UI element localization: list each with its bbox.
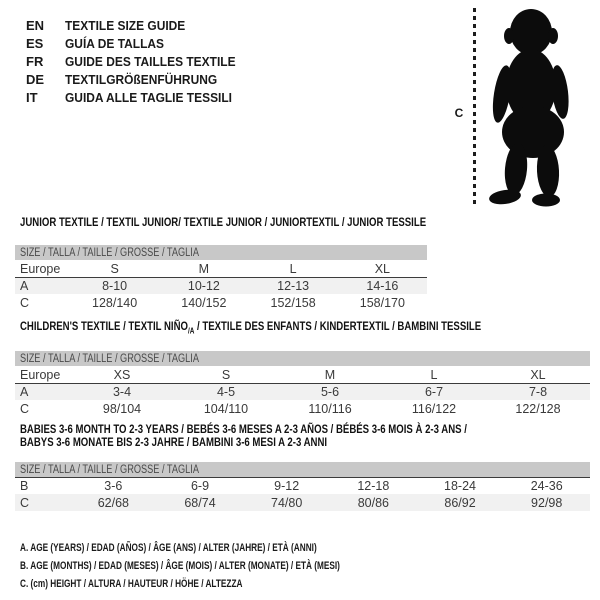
height-cell: 140/152 (181, 295, 227, 310)
language-code: DE (26, 71, 45, 87)
size-cell: M (324, 367, 336, 382)
age-cell: 5-6 (320, 385, 340, 400)
size-cell: L (430, 367, 438, 382)
table-row-europe (15, 260, 427, 277)
language-row-es (26, 34, 250, 52)
height-cell: 152/158 (270, 295, 316, 310)
table-row-age-months (15, 477, 590, 494)
height-cell: 62/68 (97, 495, 129, 510)
age-cell: 8-10 (102, 279, 128, 293)
height-measure-dashed-line (473, 8, 476, 206)
language-title: GUIDE DES TAILLES TEXTILE (65, 53, 236, 69)
height-cell: 74/80 (271, 495, 303, 510)
footnote-height-cm: C. (cm) HEIGHT / ALTURA / HAUTEUR / HÖHE / ALTEZZA (20, 578, 243, 590)
row-label: A (20, 385, 29, 400)
age-cell: 6-7 (424, 385, 444, 400)
age-cell: 3-4 (112, 385, 132, 400)
language-title: GUIDA ALLE TAGLIE TESSILI (65, 89, 233, 105)
title-subscript: /A (187, 326, 195, 336)
size-header-bar (15, 245, 427, 260)
height-cell: 116/122 (411, 401, 457, 416)
row-label: Europe (20, 367, 61, 382)
height-cell: 68/74 (184, 495, 216, 510)
age-cell: 4-5 (216, 385, 236, 400)
height-cell: 128/140 (92, 295, 138, 310)
height-cell: 80/86 (357, 495, 389, 510)
row-label: C (20, 401, 30, 416)
age-cell: 7-8 (528, 385, 548, 400)
babies-size-table (15, 462, 590, 511)
table-row-height (15, 294, 427, 311)
footnote-age-months: B. AGE (MONTHS) / EDAD (MESES) / ÂGE (MOIS) / ALTER (MONATE) / ETÀ (MESI) (20, 560, 340, 572)
row-label: C (20, 495, 30, 510)
height-measure-label: C (454, 106, 464, 120)
height-cell: 86/92 (444, 495, 476, 510)
height-cell: 104/110 (203, 401, 249, 416)
height-cell: 122/128 (515, 401, 561, 416)
size-cell: S (110, 261, 119, 276)
table-title-line1: BABIES 3-6 MONTH TO 2-3 YEARS / BEBÉS 3-6 MESES A 2-3 AÑOS / BÉBÉS 3-6 MOIS À 2-3 ANS / (20, 422, 467, 436)
size-cell: M (198, 261, 210, 276)
size-header-label: SIZE / TALLA / TAILLE / GRÖSSE / TAGLIA (20, 463, 199, 476)
section-junior-textile (15, 216, 528, 311)
table-title-line2: BABYS 3-6 MONATE BIS 2-3 JAHRE / BAMBINI 3-6 MESI A 2-3 ANNI (20, 435, 328, 449)
section-childrens-textile (15, 320, 596, 417)
age-cell: 12-18 (357, 479, 390, 493)
size-header-label: SIZE / TALLA / TAILLE / GRÖSSE / TAGLIA (20, 246, 199, 259)
height-cell: 98/104 (102, 401, 142, 416)
table-title: CHILDREN'S TEXTILE / TEXTIL $NIÑO_{/A}$ / TEXTILE DES ENFANTS / KINDERTEXTIL / BAMBINI TESSILE (20, 319, 482, 336)
row-label: C (20, 295, 30, 310)
table-row-age (15, 277, 427, 294)
table-title: JUNIOR TEXTILE / TEXTIL JUNIOR/ TEXTILE JUNIOR / JUNIORTEXTIL / JUNIOR TESSILE (20, 215, 427, 229)
age-cell: 18-24 (444, 479, 477, 493)
age-cell: 9-12 (274, 479, 300, 493)
size-header-bar (15, 351, 590, 366)
height-cell: 158/170 (359, 295, 405, 310)
height-cell: 110/116 (308, 401, 352, 416)
age-cell: 6-9 (190, 479, 210, 493)
table-title (20, 423, 476, 449)
size-cell: L (289, 261, 297, 276)
language-list (26, 16, 250, 106)
size-cell: S (221, 367, 231, 382)
size-cell: XS (113, 367, 131, 382)
children-size-table (15, 351, 590, 417)
size-header-bar (15, 462, 590, 477)
language-code: IT (26, 89, 38, 105)
table-row-age (15, 383, 590, 400)
section-babies-textile (15, 423, 590, 511)
height-cell: 92/98 (531, 495, 563, 510)
language-title: TEXTILE SIZE GUIDE (65, 17, 186, 33)
size-header-label: SIZE / TALLA / TAILLE / GRÖSSE / TAGLIA (20, 352, 199, 365)
language-row-en (26, 16, 250, 34)
footnote-age-years: A. AGE (YEARS) / EDAD (AÑOS) / ÂGE (ANS) / ALTER (JAHRE) / ETÀ (ANNI) (20, 542, 317, 554)
age-cell: 14-16 (366, 279, 399, 293)
table-row-europe (15, 366, 590, 383)
language-row-de (26, 70, 250, 88)
language-row-it (26, 88, 250, 106)
language-title: GUÍA DE TALLAS (65, 35, 165, 51)
age-cell: 3-6 (104, 479, 123, 493)
language-code: EN (26, 17, 45, 33)
age-cell: 10-12 (187, 279, 220, 293)
row-label: A (20, 279, 29, 293)
row-label: B (20, 479, 29, 493)
age-cell: 24-36 (530, 479, 563, 493)
age-cell: 12-13 (277, 279, 310, 293)
language-code: FR (26, 53, 44, 69)
size-cell: XL (374, 261, 391, 276)
baby-silhouette-icon (486, 6, 582, 208)
language-title: TEXTILGRÖßENFÜHRUNG (65, 71, 218, 87)
table-row-height (15, 400, 590, 417)
language-row-fr (26, 52, 250, 70)
language-code: ES (26, 35, 44, 51)
footnotes (20, 539, 447, 593)
junior-size-table (15, 245, 427, 311)
table-row-height (15, 494, 590, 511)
size-cell: XL (530, 367, 546, 382)
row-label: Europe (20, 261, 61, 276)
